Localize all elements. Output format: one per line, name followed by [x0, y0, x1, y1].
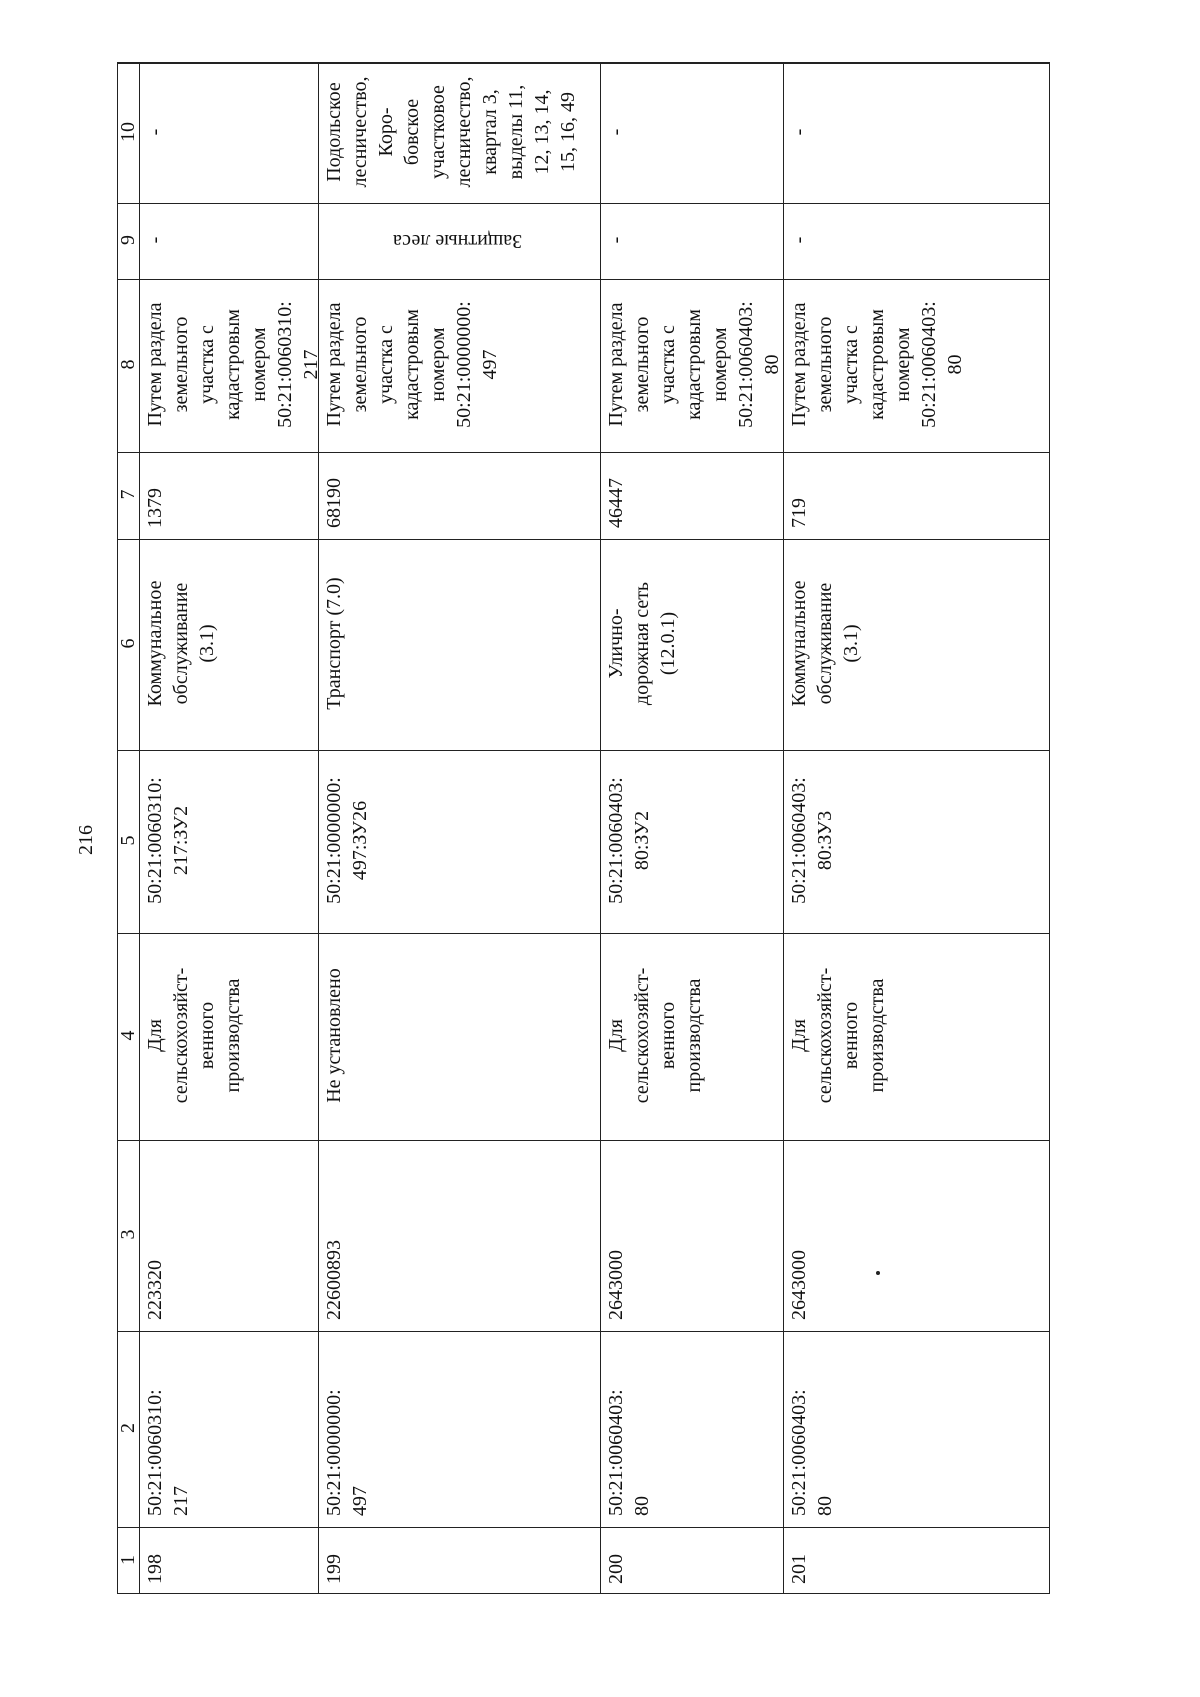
table-cell-row4-col9 — [782, 202, 1050, 278]
table-cell-row3-col8-text: Путем раздела земельного участка с кадастровым номером 50:21:0060403: 80 — [605, 301, 783, 428]
table-cell-row2-col2 — [317, 1330, 599, 1526]
table-cell-row1-col8 — [138, 278, 322, 451]
table-cell-row4-col4 — [782, 932, 1050, 1139]
column-header-2-text: 2 — [116, 1423, 139, 1433]
column-header-5-text: 5 — [116, 835, 139, 846]
table-cell-row1-col9-text: - — [144, 236, 166, 244]
table-cell-row2-col7-text: 68190 — [323, 478, 345, 528]
table-cell-row2-col4 — [317, 932, 599, 1139]
table-cell-row3-col7 — [599, 451, 782, 538]
page-number: 216 — [74, 825, 97, 855]
table-cell-row4-col1 — [782, 1526, 1050, 1594]
table-cell-row1-col5 — [138, 749, 317, 932]
table-cell-row4-col7 — [782, 451, 1050, 538]
table-cell-row2-col2-text: 50:21:0000000: 497 — [323, 1389, 371, 1516]
table-cell-row2-col3-text: 22600893 — [323, 1240, 345, 1320]
table-cell-row3-col4-text: Для сельскохозяйст- венного производства — [605, 967, 705, 1104]
table-cell-row2-col6 — [317, 538, 599, 749]
column-header-9-text: 9 — [116, 235, 139, 245]
column-header-7-text: 7 — [116, 489, 139, 500]
table-cell-row4-col5-text: 50:21:0060403: 80:ЗУ3 — [788, 777, 836, 904]
column-header-4-text: 4 — [116, 1030, 139, 1041]
table-cell-row1-col2-text: 50:21:0060310: 217 — [144, 1389, 192, 1516]
table-cell-row4-col7-text: 719 — [788, 498, 810, 528]
column-header-5 — [117, 749, 138, 932]
table-cell-row2-col10 — [317, 62, 599, 202]
table-cell-row3-col1-text: 200 — [605, 1554, 627, 1584]
table-cell-row1-col2 — [138, 1330, 317, 1526]
table-cell-row4-col5 — [782, 749, 1050, 932]
table-cell-row2-col8-text: Путем раздела земельного участка с кадастровым номером 50:21:0000000: 497 — [323, 301, 501, 428]
table-cell-row1-col3 — [138, 1139, 317, 1330]
table-cell-row3-col6 — [599, 538, 782, 749]
protective-forest-label — [317, 202, 599, 278]
table-cell-row2-col3 — [317, 1139, 599, 1330]
table-cell-row2-col5-text: 50:21:0000000: 497:ЗУ26 — [323, 777, 371, 904]
table-cell-row4-col1-text: 201 — [788, 1554, 810, 1584]
table-cell-row3-col10 — [599, 62, 782, 202]
table-cell-row1-col3-text: 223320 — [144, 1260, 166, 1320]
stray-dot-mark — [876, 1271, 880, 1275]
column-header-6-text: 6 — [116, 638, 139, 649]
table-cell-row3-col7-text: 46447 — [605, 478, 627, 528]
table-cell-row1-col5-text: 50:21:0060310: 217:ЗУ2 — [144, 777, 192, 904]
table-cell-row3-col10-text: - — [605, 128, 627, 136]
column-header-3 — [117, 1139, 138, 1330]
table-cell-row1-col6 — [138, 538, 317, 749]
column-header-4 — [117, 932, 138, 1139]
table-cell-row4-col10-text: - — [788, 128, 810, 136]
table-cell-row3-col5-text: 50:21:0060403: 80:ЗУ2 — [605, 777, 653, 904]
column-header-8-text: 8 — [116, 359, 139, 370]
table-cell-row3-col5 — [599, 749, 782, 932]
column-header-6 — [117, 538, 138, 749]
table-cell-row4-col6-text: Коммунальное обслуживание (3.1) — [788, 580, 862, 707]
table-cell-row4-col10 — [782, 62, 1050, 202]
table-cell-row2-col1-text: 199 — [323, 1554, 345, 1584]
table-cell-row3-col8 — [599, 278, 782, 451]
table-cell-row1-col10 — [138, 62, 317, 202]
table-cell-row2-col5 — [317, 749, 599, 932]
table-cell-row1-col4 — [138, 932, 317, 1139]
table-cell-row4-col8-text: Путем раздела земельного участка с кадастровым номером 50:21:0060403: 80 — [788, 301, 966, 428]
table-cell-row3-col2 — [599, 1330, 782, 1526]
table-cell-row4-col2 — [782, 1330, 1050, 1526]
table-cell-row1-col4-text: Для сельскохозяйст- венного производства — [144, 967, 244, 1104]
column-header-10-text: 10 — [116, 122, 139, 142]
table-cell-row1-col6-text: Коммунальное обслуживание (3.1) — [144, 580, 218, 707]
table-cell-row2-col7 — [317, 451, 599, 538]
protective-forest-text: Защитные леса — [393, 229, 523, 252]
column-header-9 — [117, 202, 138, 278]
table-cell-row2-col6-text: Транспорт (7.0) — [323, 577, 345, 710]
column-header-7 — [117, 451, 138, 538]
column-header-2 — [117, 1330, 138, 1526]
table-cell-row1-col7 — [138, 451, 317, 538]
table-cell-row1-col8-text: Путем раздела земельного участка с кадастровым номером 50:21:0060310: 217 — [144, 301, 322, 428]
column-header-10 — [117, 62, 138, 202]
table-cell-row2-col1 — [317, 1526, 599, 1594]
table-cell-row2-col8 — [317, 278, 599, 451]
table-cell-row4-col8 — [782, 278, 1050, 451]
table-cell-row3-col6-text: Улично- дорожная сеть (12.0.1) — [605, 581, 679, 706]
table-cell-row4-col3-text: 2643000 — [788, 1250, 810, 1320]
table-cell-row4-col2-text: 50:21:0060403: 80 — [788, 1389, 836, 1516]
table-cell-row3-col2-text: 50:21:0060403: 80 — [605, 1389, 653, 1516]
table-cell-row4-col4-text: Для сельскохозяйст- венного производства — [788, 967, 888, 1104]
table-cell-row3-col4 — [599, 932, 782, 1139]
table-cell-row2-col4-text: Не установлено — [323, 968, 345, 1103]
table-cell-row4-col9-text: - — [788, 236, 810, 244]
column-header-1 — [117, 1526, 138, 1594]
table-cell-row3-col3 — [599, 1139, 782, 1330]
table-cell-row1-col10-text: - — [144, 128, 166, 136]
column-header-1-text: 1 — [116, 1555, 139, 1565]
table-cell-row3-col3-text: 2643000 — [605, 1250, 627, 1320]
table-cell-row4-col3 — [782, 1139, 1050, 1330]
column-header-8 — [117, 278, 138, 451]
table-cell-row2-col10-text: Подольское лесничество, Коро- бовское участковое лесничество, квартал 3, выделы 11, 12, 13, 14, 15, 16, 49 — [323, 76, 579, 188]
table-cell-row4-col6 — [782, 538, 1050, 749]
table-cell-row1-col1 — [138, 1526, 317, 1594]
table-cell-row1-col7-text: 1379 — [144, 488, 166, 528]
table-cell-row3-col1 — [599, 1526, 782, 1594]
table-cell-row3-col9 — [599, 202, 782, 278]
table-cell-row1-col9 — [138, 202, 317, 278]
table-cell-row3-col9-text: - — [605, 236, 627, 244]
table-cell-row1-col1-text: 198 — [144, 1554, 166, 1584]
column-header-3-text: 3 — [116, 1229, 139, 1240]
